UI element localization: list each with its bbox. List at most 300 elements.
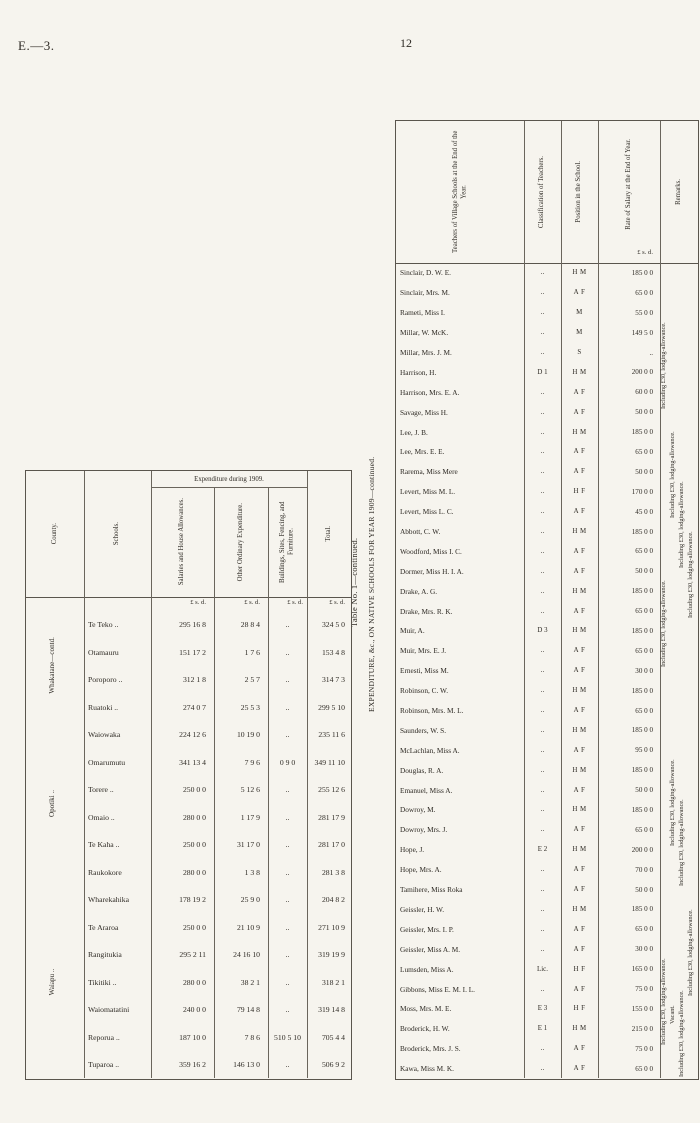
remark-text: Including £30, lodging-allowance.: [669, 431, 676, 519]
teacher-row: [396, 601, 660, 621]
salaries-cell: 280 0 0: [182, 977, 206, 987]
classification-cell: ..: [540, 886, 545, 894]
other-expenditure-cell: 38 2 1: [240, 977, 260, 987]
salary-rate-cell: 50 0 0: [635, 786, 653, 795]
teacher-row: [396, 720, 660, 740]
other-expenditure-cell: 24 16 10: [233, 950, 260, 960]
total-header-label: Total.: [324, 526, 332, 542]
position-cell: M: [576, 309, 583, 317]
teacher-row: [396, 561, 660, 581]
position-cell: A F: [573, 289, 586, 297]
teacher-row: [396, 641, 660, 661]
classification-header-label: Classification of Teachers.: [538, 155, 546, 229]
classification-cell: ..: [540, 786, 545, 794]
other-expenditure-cell: 7 8 6: [244, 1032, 260, 1042]
classification-cell: ..: [540, 269, 545, 277]
position-cell: A F: [573, 408, 586, 416]
classification-cell: ..: [540, 528, 545, 536]
school-name-cell: Te Araroa: [88, 922, 119, 932]
salaries-column-header: [151, 487, 214, 597]
position-cell: H F: [573, 488, 586, 496]
classification-cell: ..: [540, 985, 545, 993]
position-cell: H M: [572, 846, 587, 854]
teacher-name-cell: Robinson, C. W.: [400, 686, 449, 696]
school-name-cell: Tuparoa ..: [88, 1060, 120, 1070]
salary-rate-cell: 65 0 0: [635, 607, 653, 616]
other-expenditure-column-header: [214, 487, 268, 597]
salary-rate-cell: 185 0 0: [631, 805, 653, 814]
position-cell: H M: [572, 269, 587, 277]
teacher-name-cell: Dowroy, M.: [400, 805, 436, 815]
salary-rate-cell: 65 0 0: [635, 1064, 653, 1073]
school-rows: [26, 611, 351, 1079]
position-cell: A F: [573, 567, 586, 575]
other-expenditure-cell: 1 7 6: [244, 647, 260, 657]
salary-rate-cell: 149 5 0: [631, 328, 653, 337]
buildings-cell: ..: [285, 702, 290, 712]
position-cell: A F: [573, 925, 586, 933]
buildings-cell: ..: [285, 840, 290, 850]
school-row: [26, 749, 351, 777]
other-expenditure-cell: 25 5 3: [240, 702, 260, 712]
salary-rate-cell: 65 0 0: [635, 925, 653, 934]
salary-rate-cell: 30 0 0: [635, 666, 653, 675]
classification-cell: ..: [540, 508, 545, 516]
position-cell: H M: [572, 368, 587, 376]
position-cell: H M: [572, 687, 587, 695]
teacher-name-cell: Broderick, H. W.: [400, 1024, 450, 1034]
position-cell: A F: [573, 746, 586, 754]
classification-cell: ..: [540, 567, 545, 575]
buildings-cell: ..: [285, 867, 290, 877]
teacher-row: [396, 343, 660, 363]
total-cell: 324 5 0: [321, 620, 345, 630]
salary-rate-cell: 65 0 0: [635, 447, 653, 456]
teacher-row: [396, 422, 660, 442]
salary-rate-cell: 185 0 0: [631, 905, 653, 914]
salary-rate-cell: 65 0 0: [635, 706, 653, 715]
total-column-header: [307, 471, 351, 597]
buildings-cell: ..: [285, 647, 290, 657]
school-name-cell: Wharekahika: [88, 895, 129, 905]
expenditure-group-header: [151, 471, 307, 488]
school-name-cell: Rangitukia: [88, 950, 122, 960]
teacher-row: [396, 283, 660, 303]
total-cell: 506 9 2: [321, 1060, 345, 1070]
schools-header-label: Schools.: [113, 522, 121, 546]
salaries-cell: 250 0 0: [182, 785, 206, 795]
total-cell: 319 14 8: [318, 1005, 345, 1015]
classification-cell: ..: [540, 607, 545, 615]
buildings-money-unit: £ s. d.: [287, 599, 303, 606]
teacher-name-cell: Savage, Miss H.: [400, 407, 448, 417]
teachers-header-label: Teachers of Village Schools at the End of the Year.: [451, 130, 467, 254]
salary-rate-cell: 50 0 0: [635, 567, 653, 576]
total-cell: 318 2 1: [321, 977, 345, 987]
salary-rate-cell: 165 0 0: [631, 965, 653, 974]
teacher-name-cell: Lumsden, Miss A.: [400, 964, 454, 974]
school-name-cell: Te Teko ..: [88, 620, 119, 630]
total-cell: 281 17 0: [318, 840, 345, 850]
other-expenditure-cell: 28 8 4: [240, 620, 260, 630]
teacher-row: [396, 502, 660, 522]
teacher-name-cell: Sinclair, D. W. E.: [400, 268, 451, 278]
position-cell: A F: [573, 547, 586, 555]
buildings-cell: ..: [285, 675, 290, 685]
position-cell: H M: [572, 905, 587, 913]
salary-rate-cell: 200 0 0: [631, 845, 653, 854]
position-cell: H F: [573, 965, 586, 973]
salaries-header-label: Salaries and House Allowances.: [178, 498, 186, 586]
position-cell: A F: [573, 985, 586, 993]
classification-cell: E 2: [537, 846, 548, 854]
remark-text: Including £30, lodging-allowance.: [660, 958, 667, 1046]
position-cell: H M: [572, 627, 587, 635]
classification-cell: ..: [540, 289, 545, 297]
page-number: 12: [400, 36, 412, 50]
salaries-cell: 359 16 2: [179, 1060, 206, 1070]
document-reference: E.—3.: [18, 38, 55, 53]
position-cell: A F: [573, 508, 586, 516]
school-name-cell: Te Kaha ..: [88, 840, 120, 850]
other-expenditure-cell: 5 12 6: [240, 785, 260, 795]
school-row: [26, 721, 351, 749]
classification-column-header: [524, 121, 561, 263]
teacher-row: [396, 740, 660, 760]
salary-rate-cell: 50 0 0: [635, 408, 653, 417]
other-expenditure-cell: 146 13 0: [233, 1060, 260, 1070]
other-expenditure-cell: 1 17 9: [240, 812, 260, 822]
rate-money-unit: £ s. d.: [637, 249, 653, 256]
school-name-cell: Raukokore: [88, 867, 122, 877]
teacher-row: [396, 482, 660, 502]
classification-cell: D 1: [537, 368, 548, 376]
expenditure-group-label: Expenditure during 1909.: [194, 475, 264, 483]
salary-rate-cell: 50 0 0: [635, 467, 653, 476]
remark-text: Including £30, lodging-allowance.: [660, 580, 667, 668]
total-cell: 255 12 6: [318, 785, 345, 795]
table-title: Table No. 1—continued.: [349, 537, 359, 627]
salary-rate-cell: 200 0 0: [631, 368, 653, 377]
teacher-name-cell: Dowroy, Mrs. J.: [400, 825, 448, 835]
salaries-cell: 280 0 0: [182, 812, 206, 822]
teacher-name-cell: Gibbons, Miss E. M. I. L.: [400, 984, 475, 994]
total-cell: 705 4 4: [321, 1032, 345, 1042]
salary-rate-cell: ..: [649, 348, 653, 357]
classification-cell: ..: [540, 726, 545, 734]
teacher-row: [396, 681, 660, 701]
teacher-row: [396, 919, 660, 939]
school-row: [26, 859, 351, 887]
position-cell: H M: [572, 726, 587, 734]
school-row: [26, 776, 351, 804]
salaries-cell: 295 16 8: [179, 620, 206, 630]
teacher-name-cell: Hope, Mrs. A.: [400, 865, 442, 875]
table-subtitle: EXPENDITURE, &c., ON NATIVE SCHOOLS FOR YEAR 1909—continued.: [367, 456, 376, 712]
teacher-name-cell: Hope, J.: [400, 845, 425, 855]
salary-rate-cell: 75 0 0: [635, 985, 653, 993]
teacher-name-cell: McLachlan, Miss A.: [400, 745, 460, 755]
county-column-header: [26, 471, 84, 597]
salary-rate-cell: 65 0 0: [635, 825, 653, 834]
teacher-name-cell: Douglas, R. A.: [400, 765, 444, 775]
county-label: Opotiki ..: [48, 790, 56, 817]
teachers-table: [395, 120, 699, 1080]
salaries-cell: 280 0 0: [182, 867, 206, 877]
teacher-rows: [396, 263, 660, 1079]
teacher-row: [396, 1019, 660, 1039]
salary-rate-cell: 185 0 0: [631, 527, 653, 536]
salary-rate-header-label: Rate of Salary at the End of Year.: [624, 138, 632, 230]
total-cell: 281 17 9: [318, 812, 345, 822]
teacher-row: [396, 959, 660, 979]
classification-cell: Lic.: [537, 965, 548, 973]
school-name-cell: Waiomatatini: [88, 1005, 130, 1015]
teacher-name-cell: Muir, Mrs. E. J.: [400, 646, 447, 656]
position-cell: A F: [573, 866, 586, 874]
buildings-cell: ..: [285, 977, 290, 987]
teacher-name-cell: Geissler, H. W.: [400, 904, 445, 914]
buildings-cell: ..: [285, 950, 290, 960]
buildings-cell: ..: [285, 1005, 290, 1015]
school-name-cell: Ruatoki ..: [88, 702, 119, 712]
position-cell: A F: [573, 945, 586, 953]
school-name-cell: Waiowaka: [88, 730, 121, 740]
position-cell: A F: [573, 707, 586, 715]
school-row: [26, 666, 351, 694]
buildings-cell: 0 9 0: [279, 757, 296, 767]
teacher-row: [396, 760, 660, 780]
remark-text: Including £30, lodging-allowance.: [660, 321, 667, 409]
other-expenditure-cell: 21 10 9: [236, 922, 260, 932]
remark-text: Vacant.: [669, 1005, 676, 1025]
teacher-row: [396, 303, 660, 323]
position-header-label: Position in the School.: [575, 161, 583, 223]
salaries-cell: 341 13 4: [179, 757, 206, 767]
position-cell: H M: [572, 766, 587, 774]
salaries-cell: 312 1 8: [182, 675, 206, 685]
classification-cell: ..: [540, 349, 545, 356]
other-expenditure-cell: 25 9 0: [240, 895, 260, 905]
position-cell: A F: [573, 786, 586, 794]
teacher-row: [396, 402, 660, 422]
other-expenditure-cell: 10 19 0: [236, 730, 260, 740]
teacher-row: [396, 999, 660, 1019]
teacher-row: [396, 541, 660, 561]
position-cell: H M: [572, 1025, 587, 1033]
salary-rate-cell: 215 0 0: [631, 1024, 653, 1033]
salary-rate-cell: 30 0 0: [635, 945, 653, 954]
remark-text: Including £30, lodging-allowance.: [678, 799, 685, 887]
classification-cell: ..: [540, 587, 545, 595]
teacher-name-cell: Levert, Miss M. L.: [400, 487, 456, 497]
total-money-unit: £ s. d.: [329, 599, 345, 606]
position-cell: A F: [573, 388, 586, 396]
position-cell: A F: [573, 886, 586, 894]
salary-rate-column-header: [598, 121, 660, 247]
total-cell: 235 11 6: [318, 730, 345, 740]
expenditure-table: [25, 470, 352, 1080]
position-cell: H M: [572, 587, 587, 595]
teacher-name-cell: Lee, J. B.: [400, 427, 428, 437]
salary-rate-cell: 65 0 0: [635, 646, 653, 655]
teacher-name-cell: Drake, A. G.: [400, 586, 438, 596]
classification-cell: ..: [540, 806, 545, 814]
school-row: [26, 941, 351, 969]
salary-rate-cell: 185 0 0: [631, 428, 653, 437]
teacher-name-cell: Geissler, Mrs. I. P.: [400, 924, 454, 934]
county-label: Waiapu ..: [48, 968, 56, 996]
salaries-cell: 250 0 0: [182, 840, 206, 850]
buildings-column-header: [268, 487, 307, 597]
salary-rate-cell: 170 0 0: [631, 487, 653, 496]
teacher-name-cell: Robinson, Mrs. M. L.: [400, 706, 464, 716]
buildings-cell: ..: [285, 620, 290, 630]
school-name-cell: Otamauru: [88, 647, 119, 657]
classification-cell: ..: [540, 746, 545, 754]
teacher-row: [396, 820, 660, 840]
teacher-name-cell: Levert, Miss L. C.: [400, 507, 454, 517]
classification-cell: ..: [540, 766, 545, 774]
schools-column-header: [84, 471, 151, 597]
remarks-column-header: [660, 121, 698, 263]
classification-cell: E 3: [537, 1005, 548, 1013]
other-expenditure-cell: 7 9 6: [244, 757, 260, 767]
classification-cell: ..: [540, 468, 545, 476]
salary-rate-cell: 65 0 0: [635, 547, 653, 556]
classification-cell: E 1: [537, 1025, 548, 1033]
teacher-row: [396, 1059, 660, 1079]
salaries-cell: 240 0 0: [182, 1005, 206, 1015]
teacher-name-cell: Sinclair, Mrs. M.: [400, 288, 450, 298]
salaries-cell: 187 10 0: [179, 1032, 206, 1042]
salary-rate-cell: 70 0 0: [635, 865, 653, 874]
school-row: [26, 611, 351, 639]
salary-rate-cell: 65 0 0: [635, 288, 653, 297]
school-row: [26, 1051, 351, 1079]
classification-cell: ..: [540, 667, 545, 675]
salaries-cell: 295 2 11: [179, 950, 206, 960]
salary-rate-cell: 55 0 0: [635, 308, 653, 317]
school-name-cell: Omarumutu: [88, 757, 126, 767]
position-cell: H M: [572, 806, 587, 814]
school-row: [26, 886, 351, 914]
other-money-unit: £ s. d.: [244, 599, 260, 606]
remarks-header-label: Remarks.: [674, 179, 682, 205]
classification-cell: ..: [540, 488, 545, 496]
teacher-row: [396, 323, 660, 343]
classification-cell: ..: [540, 448, 545, 456]
teacher-name-cell: Dormer, Miss H. I. A.: [400, 566, 464, 576]
school-row: [26, 969, 351, 997]
teacher-row: [396, 462, 660, 482]
school-name-cell: Reporua ..: [88, 1032, 120, 1042]
teacher-row: [396, 382, 660, 402]
teacher-row: [396, 800, 660, 820]
teacher-row: [396, 1039, 660, 1059]
salaries-money-unit: £ s. d.: [190, 599, 206, 606]
salary-rate-cell: 185 0 0: [631, 766, 653, 775]
salaries-cell: 224 12 6: [179, 730, 206, 740]
buildings-cell: ..: [285, 730, 290, 740]
position-cell: H M: [572, 528, 587, 536]
remark-text: Including £30, lodging-allowance.: [687, 908, 694, 996]
teacher-row: [396, 979, 660, 999]
teacher-row: [396, 522, 660, 542]
school-row: [26, 1024, 351, 1052]
teacher-name-cell: Rarema, Miss Mere: [400, 467, 458, 477]
classification-cell: ..: [540, 647, 545, 655]
buildings-cell: 510 5 10: [274, 1032, 301, 1042]
classification-cell: ..: [540, 866, 545, 874]
teacher-name-cell: Rameti, Miss I.: [400, 308, 445, 318]
buildings-cell: ..: [285, 1060, 290, 1070]
teacher-name-cell: Drake, Mrs. R. K.: [400, 606, 453, 616]
position-cell: A F: [573, 448, 586, 456]
teacher-name-cell: Moss, Mrs. M. E.: [400, 1004, 452, 1014]
classification-cell: ..: [540, 388, 545, 396]
teacher-row: [396, 840, 660, 860]
classification-cell: ..: [540, 428, 545, 436]
position-cell: A F: [573, 607, 586, 615]
school-row: [26, 694, 351, 722]
other-expenditure-cell: 1 3 8: [244, 867, 260, 877]
teacher-row: [396, 362, 660, 382]
salary-rate-cell: 50 0 0: [635, 885, 653, 894]
salary-rate-cell: 185 0 0: [631, 626, 653, 635]
teacher-row: [396, 900, 660, 920]
classification-cell: ..: [540, 905, 545, 913]
teacher-row: [396, 939, 660, 959]
buildings-cell: ..: [285, 812, 290, 822]
teacher-name-cell: Broderick, Mrs. J. S.: [400, 1044, 461, 1054]
salary-rate-cell: 155 0 0: [631, 1004, 653, 1013]
salary-rate-cell: 185 0 0: [631, 268, 653, 277]
position-cell: A F: [573, 1045, 586, 1053]
school-name-cell: Tikitiki ..: [88, 977, 117, 987]
teacher-row: [396, 263, 660, 283]
total-cell: 271 10 9: [318, 922, 345, 932]
teacher-row: [396, 581, 660, 601]
school-row: [26, 804, 351, 832]
school-name-cell: Omaio ..: [88, 812, 115, 822]
classification-cell: ..: [540, 329, 545, 337]
classification-cell: ..: [540, 309, 545, 317]
position-cell: A F: [573, 1065, 586, 1073]
county-label: Whakatane—contd.: [48, 637, 56, 695]
other-expenditure-header-label: Other Ordinary Expenditure.: [236, 502, 244, 582]
classification-cell: ..: [540, 547, 545, 555]
classification-cell: ..: [540, 1065, 545, 1073]
school-row: [26, 996, 351, 1024]
teacher-row: [396, 860, 660, 880]
teacher-name-cell: Ernesti, Miss M.: [400, 666, 449, 676]
teacher-row: [396, 701, 660, 721]
total-cell: 319 19 9: [318, 950, 345, 960]
teacher-name-cell: Abbott, C. W.: [400, 527, 441, 537]
total-cell: 204 8 2: [321, 895, 345, 905]
teacher-name-cell: Geissler, Miss A. M.: [400, 944, 461, 954]
classification-cell: ..: [540, 945, 545, 953]
position-cell: A F: [573, 647, 586, 655]
school-name-cell: Poroporo ..: [88, 675, 123, 685]
teacher-name-cell: Harrison, H.: [400, 367, 437, 377]
classification-cell: ..: [540, 925, 545, 933]
position-cell: A F: [573, 667, 586, 675]
buildings-cell: ..: [285, 922, 290, 932]
teacher-name-cell: Kawa, Miss M. K.: [400, 1064, 454, 1074]
total-cell: 153 4 8: [321, 647, 345, 657]
